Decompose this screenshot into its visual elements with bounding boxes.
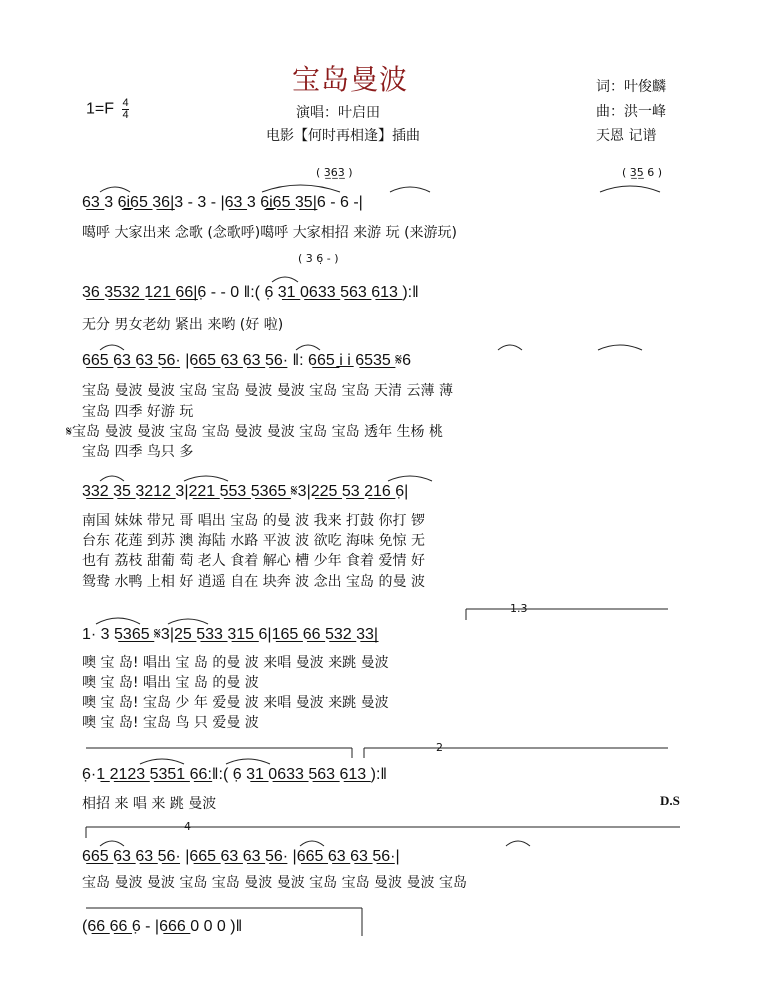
tie-arc xyxy=(388,476,432,481)
tie-arc xyxy=(600,186,660,192)
lyric-line: 相招 来 唱 来 跳 曼波 xyxy=(82,796,217,812)
annotation: ( 3 6̣ - ) xyxy=(298,252,339,265)
tie-arc xyxy=(226,759,270,764)
volta-label: 2 xyxy=(436,741,443,754)
singer-credit: 演唱：叶启田 xyxy=(296,105,380,121)
tie-arc xyxy=(100,187,130,192)
tie-arc xyxy=(168,619,208,624)
time-signature: $\frac{4}{4}$ xyxy=(122,97,129,121)
lyric-line: 宝岛 四季 好游 玩 xyxy=(82,404,194,420)
transcriber-credit: 天恩 记谱 xyxy=(596,128,657,144)
lyric-line: 噢 宝 岛! 宝岛 少 年 爱曼 波 来唱 曼波 来跳 曼波 xyxy=(82,695,389,711)
tie-arc xyxy=(96,618,140,624)
notation-line-8: (6̲6̲ 6̲6̲ 6̣ - |6̲6̲6̲ 0 0 0 )‖ xyxy=(82,918,243,935)
lyric-line: 台东 花莲 到苏 澳 海陆 水路 平波 波 欲吃 海味 免惊 无 xyxy=(82,533,425,549)
tie-arc xyxy=(506,841,530,846)
dal-segno-mark: D.S xyxy=(660,793,680,808)
notation-line-7: 6̲6̲5̲ 6̲3̲ 6̲3̲ 5̲6̲· |6̲6̲5̲ 6̲3̲ 6̲3̲ 5̲6̲· |6̲6̲5̲ 6̲3̲ 6̲3̲ 5̲6̲·| xyxy=(82,848,400,865)
tie-arc xyxy=(300,841,324,846)
lyric-line: 南国 妹妹 带兄 哥 唱出 宝岛 的曼 波 我来 打鼓 你打 锣 xyxy=(82,513,425,529)
lyric-line: 𝄋宝岛 曼波 曼波 宝岛 宝岛 曼波 曼波 宝岛 宝岛 透年 生杨 桃 xyxy=(66,424,443,440)
lyric-line: 鸳鸯 水鸭 上相 好 逍遥 自在 块奔 波 念出 宝岛 的曼 波 xyxy=(82,574,425,590)
lyric-line: 宝岛 四季 鸟只 多 xyxy=(82,444,194,460)
lyric-line: 噢 宝 岛! 唱出 宝 岛 的曼 波 来唱 曼波 来跳 曼波 xyxy=(82,655,389,671)
lyric-line: 噢 宝 岛! 唱出 宝 岛 的曼 波 xyxy=(82,675,259,691)
lyric-line: 也有 荔枝 甜葡 萄 老人 食着 解心 槽 少年 食着 爱情 好 xyxy=(82,553,425,569)
notation-line-6: 6̣·1̲ 2̲1̲2̲3̲ 5̲3̲5̲1̲ 6̲6̲:‖:( 6̣ 3̲1̲ 0̲6̲3̲3̲ 5̲6̲3̲ 6̲1̲3̲ ):‖ xyxy=(82,766,388,783)
film-source: 电影【何时再相逢】插曲 xyxy=(266,128,420,144)
notation-line-1: 6̲3̲ 3 6̲i̲6̲5̲ 3̲6̲|3 - 3 - |6̲3̲ 3 6̲i̲6̲5̲ 3̲5̲|6 - 6 -| xyxy=(82,194,363,211)
notation-line-3: 6̲6̲5̲ 6̲3̲ 6̲3̲ 5̲6̲· |6̲6̲5̲ 6̲3̲ 6̲3̲ 5̲6̲· ‖: 6̲6̲5̲ i̲ i̲ 6̲5̲3̲5̲ 𝄋6 xyxy=(82,352,412,369)
lyric-line: 噶呼 大家出来 念歌 (念歌呼)噶呼 大家相招 来游 玩 (来游玩) xyxy=(82,225,457,241)
notation-line-2: 3̲6̲ 3̲5̲3̲2̲ 1̲2̲1̲ 6̲6̲|6̣ - - 0 ‖:( 6̣ 3̲1̲ 0̲6̲3̲3̲ 5̲6̲3̲ 6̲1̲3̲ ):‖ xyxy=(82,284,419,301)
notation-line-4: 3̲3̲2̲ 3̲5̲ 3̲2̲1̲2̲ 3|2̲2̲1̲ 5̲5̲3̲ 5̲3̲6̲5̲ 𝄋3|2̲2̲5̲ 5̲3̲ 2̲1̲6̲ 6̣| xyxy=(82,483,409,500)
tie-arc xyxy=(140,759,184,764)
composer-credit: 曲：洪一峰 xyxy=(596,104,666,120)
tie-arc xyxy=(100,345,124,350)
tie-arc xyxy=(272,277,298,282)
notation-line-5: 1· 3 5̲3̲6̲5̲ 𝄋3|2̲5̲ 5̲3̲3̲ 3̲1̲5̲ 6|1̲6̲5̲ 6̲6̲ 5̲3̲2̲ 3̲3̲| xyxy=(82,626,379,643)
lyric-line: 噢 宝 岛! 宝岛 鸟 只 爱曼 波 xyxy=(82,715,259,731)
tie-arc xyxy=(262,185,340,192)
tie-arc xyxy=(498,345,522,350)
tie-arc xyxy=(296,345,320,350)
annotation: ( 3̲5̲ 6 ) xyxy=(622,166,663,179)
lyric-line: 无分 男女老幼 紧出 来哟 (好 啦) xyxy=(82,317,284,333)
lyricist-credit: 词：叶俊麟 xyxy=(596,79,666,95)
volta-label: 1.3 xyxy=(510,602,528,615)
annotation: ( 3̲6̲3̲ ) xyxy=(316,166,353,179)
volta-label: 4 xyxy=(184,820,191,833)
tie-arc xyxy=(184,476,228,481)
tie-arc xyxy=(100,476,124,481)
tie-arc xyxy=(100,841,124,846)
key-label: 1=F xyxy=(86,100,115,118)
tie-arc xyxy=(598,345,642,350)
lyric-line: 宝岛 曼波 曼波 宝岛 宝岛 曼波 曼波 宝岛 宝岛 曼波 曼波 宝岛 xyxy=(82,875,467,891)
song-title: 宝岛曼波 xyxy=(292,63,409,96)
tie-arc xyxy=(390,187,430,192)
lyric-line: 宝岛 曼波 曼波 宝岛 宝岛 曼波 曼波 宝岛 宝岛 天清 云薄 薄 xyxy=(82,383,453,399)
